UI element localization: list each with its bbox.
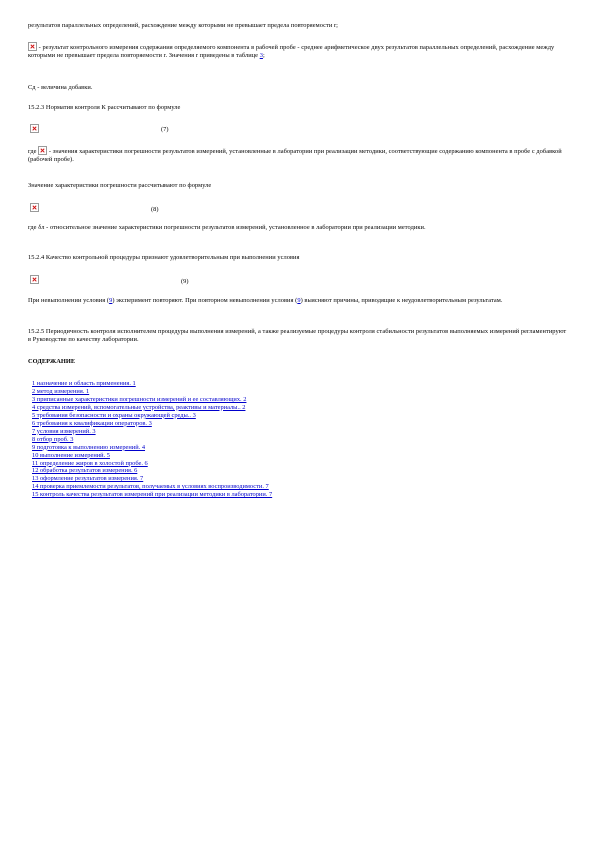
contents-title: СОДЕРЖАНИЕ xyxy=(28,358,76,365)
intro-text: результатов параллельных определений, расхождение между которыми не превышает предела повторяемости r; xyxy=(28,22,338,29)
broken-image-icon xyxy=(38,146,47,155)
equation-number-8: (8) xyxy=(151,206,159,213)
toc-link[interactable]: 15 контроль качества результатов измерений при реализации методики в лаборатории. 7 xyxy=(32,491,273,499)
condition-9-link[interactable]: 9 xyxy=(297,297,301,304)
table-of-contents xyxy=(32,380,552,499)
toc-link[interactable]: 4 средства измерений, вспомогательные устройства, реактивы и материалы.. 2 xyxy=(32,403,246,411)
toc-link[interactable]: 2 метод измерения. 1 xyxy=(32,387,90,395)
toc-link[interactable]: 5 требования безопасности и охраны окружающей среды.. 3 xyxy=(32,411,196,419)
section-15-2-3: 15.2.3 Норматив контроля К рассчитывают по формуле xyxy=(28,104,181,111)
delta-definition: где δл - относительное значение характеристики погрешности результатов измерений, установленное в лаборатории при реализации методики. xyxy=(28,224,426,231)
toc-link[interactable]: 14 проверка приемлемости результатов, получаемых в условиях воспроизводимости. 7 xyxy=(32,483,269,491)
toc-link[interactable]: 6 требования к квалификации операторов. 3 xyxy=(32,419,152,427)
toc-link[interactable]: 8 отбор проб. 3 xyxy=(32,435,74,443)
table-3-link[interactable]: 3 xyxy=(259,52,263,60)
toc-link[interactable]: 3 приписанные характеристики погрешности измерений и ее составляющих. 2 xyxy=(32,395,247,403)
section-15-2-4: 15.2.4 Качество контрольной процедуры признают удовлетворительным при выполнении условия xyxy=(28,254,300,261)
where-paragraph: где - значения характеристики погрешности результатов измерений, установленные в лаборатории при реализации методики, соответствующие содержанию компонента в пробе с добавкой (рабочей пробе). xyxy=(28,148,562,164)
formula-9-image-icon xyxy=(30,275,39,284)
toc-link[interactable]: 10 выполнение измерений. 5 xyxy=(32,451,110,459)
formula-7-image-icon xyxy=(30,124,39,133)
cd-definition: Сд - величина добавки. xyxy=(28,84,93,91)
equation-number-7: (7) xyxy=(161,126,169,133)
toc-link[interactable]: 13 оформление результатов измерения. 7 xyxy=(32,475,144,483)
condition-9-link[interactable]: 9 xyxy=(109,297,113,304)
toc-link[interactable]: 1 назначение и область применения. 1 xyxy=(32,380,136,387)
toc-link[interactable]: 9 подготовка к выполнению измерений. 4 xyxy=(32,443,146,451)
toc-link[interactable]: 7 условия измерений. 3 xyxy=(32,427,96,435)
failure-paragraph: При невыполнении условия (9) эксперимент повторяют. При повторном невыполнении условия (9) выясняют причины, приводящие к неудовлетворительным результатам. xyxy=(28,297,503,304)
toc-link[interactable]: 11 определение жиров в холостой пробе. 6 xyxy=(32,459,148,467)
broken-image-icon xyxy=(28,42,37,51)
x-definition-text: - результат контрольного измерения содержания определяемого компонента в рабочей пробе - среднее арифметическое двух результатов параллельных определений, расхождение между которыми не превышает предела повторяемости r. Значения r приведены в таблице xyxy=(28,44,555,60)
characteristic-text: Значение характеристики погрешности рассчитывают по формуле xyxy=(28,182,212,189)
toc-link[interactable]: 12 обработка результатов измерения. 6 xyxy=(32,467,138,475)
section-15-2-5: 15.2.5 Периодичность контроля исполнителем процедуры выполнения измерений, а также реализуемые процедуры контроля стабильности результатов выполняемых измерений регламентируют в Руководстве по качеству лаборатории. xyxy=(28,328,567,344)
formula-8-image-icon xyxy=(30,203,39,212)
x-definition-paragraph: - результат контрольного измерения содержания определяемого компонента в рабочей пробе - среднее арифметическое двух результатов параллельных определений, расхождение между которыми не превышает предела повторяемости r. Значения r приведены в таблице 3; xyxy=(28,44,555,60)
equation-number-9: (9) xyxy=(181,278,189,285)
